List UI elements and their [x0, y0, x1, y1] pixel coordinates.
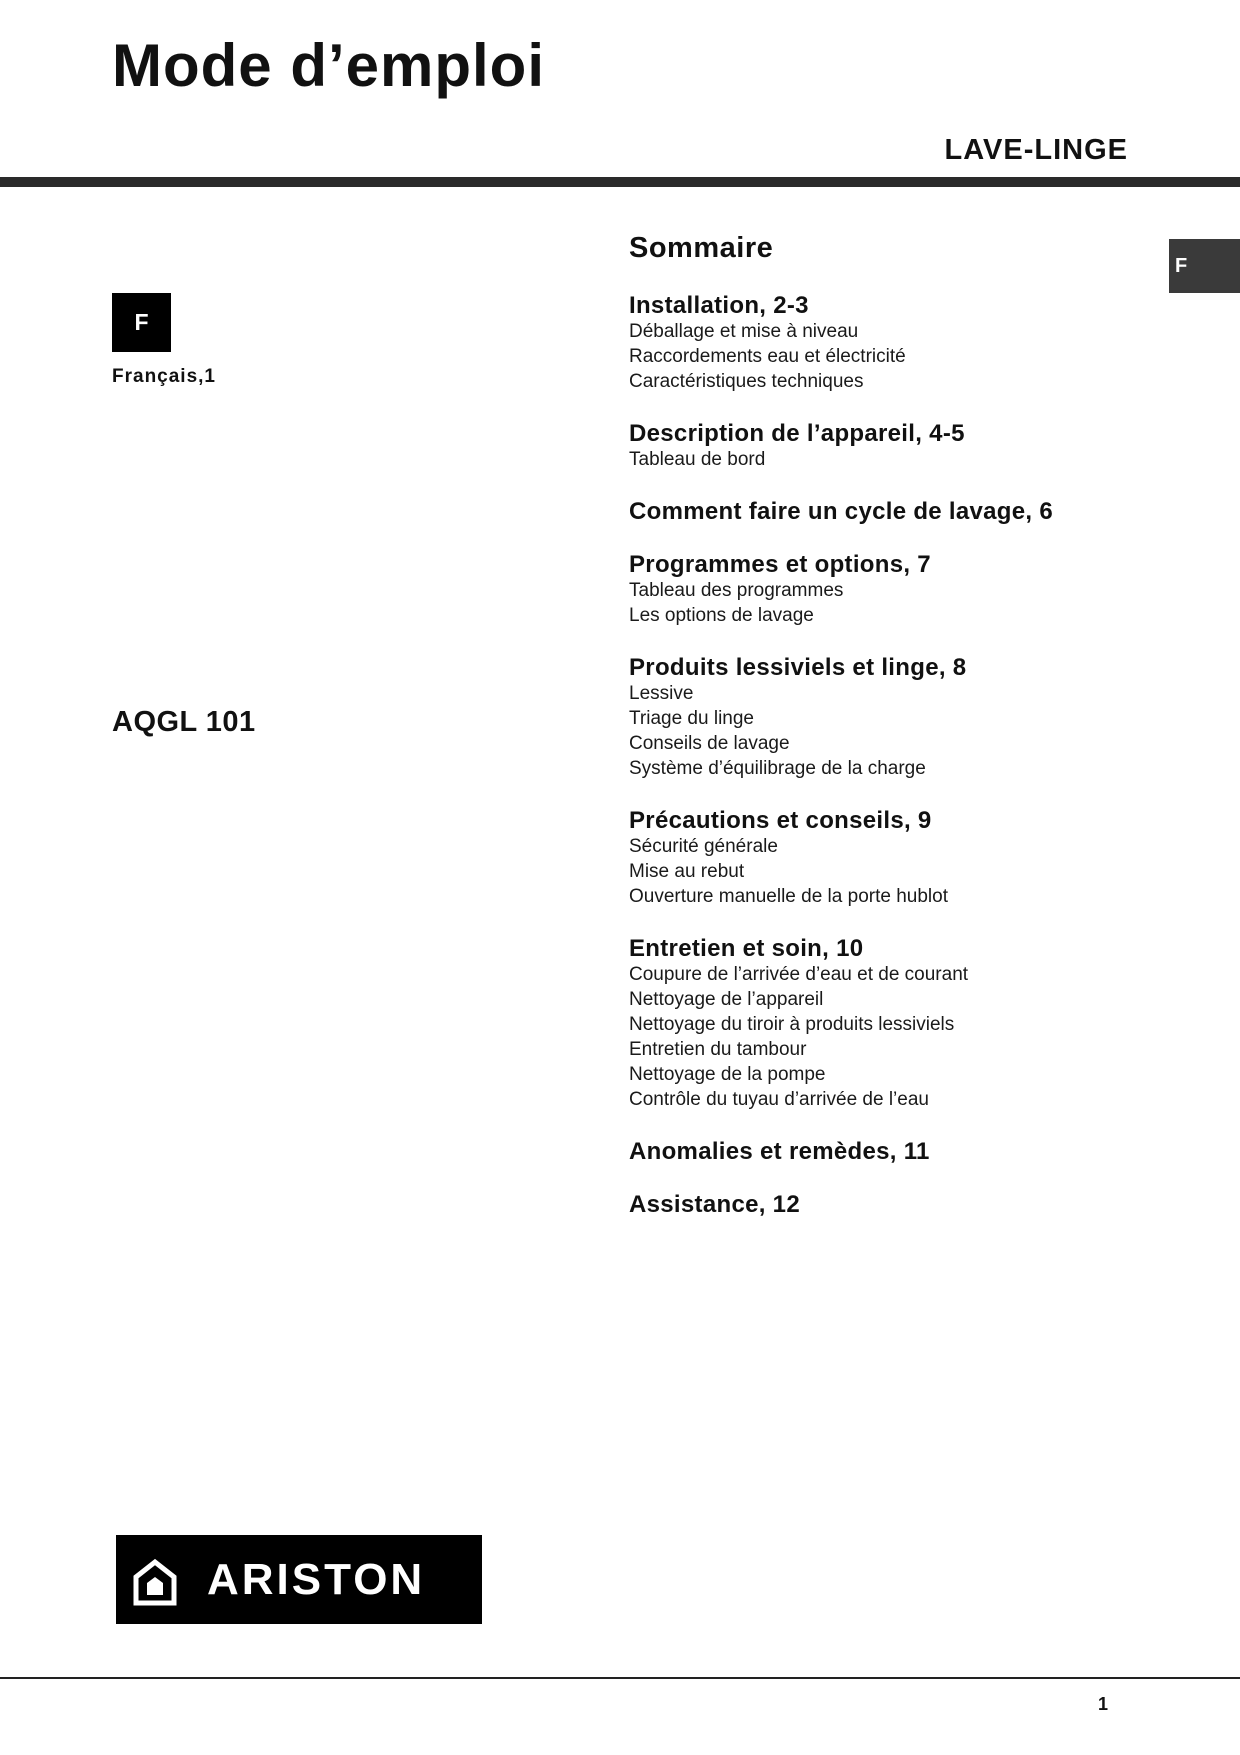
- toc-section: [629, 292, 1129, 394]
- toc-section: [629, 498, 1129, 525]
- toc-section: [629, 1191, 1129, 1218]
- toc-section: [629, 654, 1129, 781]
- toc-sections: [629, 292, 1129, 1218]
- toc-section-heading: Assistance, 12: [629, 1191, 800, 1218]
- ariston-logo: [116, 1535, 482, 1624]
- logo-text: ARISTON: [207, 1555, 426, 1604]
- toc-subitem: Raccordements eau et électricité: [629, 346, 906, 367]
- toc-subitem: Triage du linge: [629, 708, 754, 729]
- toc-section-heading: Anomalies et remèdes, 11: [629, 1138, 930, 1165]
- toc-section: [629, 551, 1129, 628]
- toc-subitem: Coupure de l’arrivée d’eau et de courant: [629, 964, 969, 985]
- toc-subitem: Mise au rebut: [629, 861, 745, 882]
- language-code: F: [134, 309, 149, 335]
- toc-subitem: Conseils de lavage: [629, 733, 790, 754]
- toc-subitem: Lessive: [629, 683, 694, 704]
- toc-section: [629, 935, 1129, 1112]
- toc-section-heading: Description de l’appareil, 4-5: [629, 420, 965, 447]
- toc-section-heading: Installation, 2-3: [629, 292, 809, 319]
- toc-section: [629, 420, 1129, 472]
- house-icon: [130, 1557, 180, 1607]
- footer-divider: [0, 1677, 1240, 1679]
- toc-subitem: Système d’équilibrage de la charge: [629, 758, 926, 779]
- toc-subitem: Tableau des programmes: [629, 580, 844, 601]
- toc-section-heading: Programmes et options, 7: [629, 551, 931, 578]
- toc-section-heading: Précautions et conseils, 9: [629, 807, 932, 834]
- toc-subitem: Les options de lavage: [629, 605, 814, 626]
- toc-subitem: Contrôle du tuyau d’arrivée de l’eau: [629, 1089, 929, 1110]
- product-type: LAVE-LINGE: [944, 134, 1128, 166]
- document-title: Mode d’emploi: [112, 32, 545, 99]
- toc-subitem: Sécurité générale: [629, 836, 778, 857]
- toc-section-heading: Comment faire un cycle de lavage, 6: [629, 498, 1053, 525]
- toc-subitem: Nettoyage du tiroir à produits lessiviels: [629, 1014, 955, 1035]
- toc-title: Sommaire: [629, 232, 774, 264]
- page-number: 1: [1097, 1694, 1108, 1714]
- language-label: Français,1: [112, 366, 216, 387]
- language-badge: [112, 293, 171, 352]
- toc-subitem: Nettoyage de la pompe: [629, 1064, 826, 1085]
- language-side-tab: [1169, 239, 1240, 293]
- model-number: AQGL 101: [112, 706, 256, 738]
- toc-section-heading: Produits lessiviels et linge, 8: [629, 654, 967, 681]
- side-tab-label: F: [1175, 255, 1188, 277]
- toc-section-heading: Entretien et soin, 10: [629, 935, 864, 962]
- toc-subitem: Caractéristiques techniques: [629, 371, 864, 392]
- header-divider: [0, 177, 1240, 187]
- toc-section: [629, 1138, 1129, 1165]
- toc-subitem: Nettoyage de l’appareil: [629, 989, 824, 1010]
- toc-subitem: Ouverture manuelle de la porte hublot: [629, 886, 948, 907]
- table-of-contents: [629, 230, 1129, 1244]
- toc-subitem: Tableau de bord: [629, 449, 766, 470]
- toc-subitem: Entretien du tambour: [629, 1039, 807, 1060]
- toc-subitem: Déballage et mise à niveau: [629, 321, 859, 342]
- toc-section: [629, 807, 1129, 909]
